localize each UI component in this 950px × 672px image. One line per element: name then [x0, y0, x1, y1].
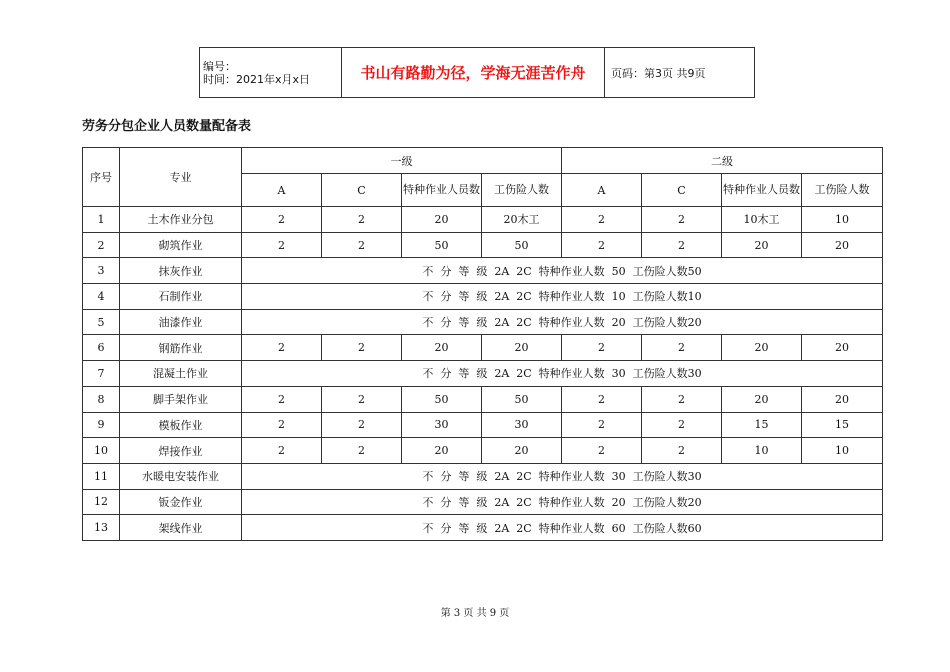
header-level1: 一级 [242, 148, 562, 174]
row-cell: 20木工 [482, 207, 562, 233]
row-cell: 2 [242, 386, 322, 412]
row-seq: 8 [83, 386, 120, 412]
row-cell: 2 [642, 207, 722, 233]
row-seq: 13 [83, 515, 120, 541]
table-row [83, 412, 883, 438]
table-row [83, 207, 883, 233]
table-row [83, 489, 883, 515]
time-label: 时间：2021年x月x日 [203, 72, 311, 86]
row-cell: 2 [242, 207, 322, 233]
row-major: 脚手架作业 [120, 386, 242, 412]
row-seq: 11 [83, 463, 120, 489]
row-cell: 2 [562, 412, 642, 438]
row-cell: 10木工 [722, 207, 802, 233]
row-cell: 2 [642, 386, 722, 412]
table-row [83, 386, 883, 412]
row-merged-note: 不 分 等 级 2A 2C 特种作业人数 60 工伤险人数60 [242, 515, 883, 541]
sub-header-3: 工伤险人数 [482, 174, 562, 207]
row-cell: 20 [802, 335, 883, 361]
row-cell: 15 [802, 412, 883, 438]
table-row [83, 438, 883, 464]
row-cell: 20 [402, 207, 482, 233]
row-cell: 2 [322, 335, 402, 361]
row-cell: 20 [802, 232, 883, 258]
code-label: 编号： [203, 59, 236, 73]
header-seq: 序号 [83, 148, 120, 207]
row-cell: 2 [322, 232, 402, 258]
table-row [83, 515, 883, 541]
page-footer: 第 3 页 共 9 页 [440, 608, 510, 619]
row-seq: 10 [83, 438, 120, 464]
row-major: 水暖电安装作业 [120, 463, 242, 489]
row-seq: 2 [83, 232, 120, 258]
sub-header-2: 特种作业人员数 [402, 174, 482, 207]
row-cell: 30 [482, 412, 562, 438]
row-cell: 2 [562, 386, 642, 412]
row-cell: 2 [562, 207, 642, 233]
row-cell: 20 [402, 438, 482, 464]
row-seq: 3 [83, 258, 120, 284]
row-cell: 50 [482, 232, 562, 258]
row-cell: 2 [322, 438, 402, 464]
row-cell: 50 [482, 386, 562, 412]
row-cell: 20 [722, 386, 802, 412]
table-row [83, 258, 883, 284]
table-row [83, 335, 883, 361]
row-cell: 2 [562, 232, 642, 258]
row-major: 混凝土作业 [120, 361, 242, 387]
row-cell: 50 [402, 232, 482, 258]
row-cell: 20 [802, 386, 883, 412]
row-cell: 10 [802, 207, 883, 233]
table-row [83, 309, 883, 335]
row-seq: 7 [83, 361, 120, 387]
row-major: 石制作业 [120, 284, 242, 310]
header-motto: 书山有路勤为径，学海无涯苦作舟 [342, 48, 605, 98]
row-cell: 10 [802, 438, 883, 464]
row-cell: 2 [322, 412, 402, 438]
row-major: 油漆作业 [120, 309, 242, 335]
table-row [83, 361, 883, 387]
row-major: 架线作业 [120, 515, 242, 541]
row-cell: 20 [722, 232, 802, 258]
row-merged-note: 不 分 等 级 2A 2C 特种作业人数 30 工伤险人数30 [242, 463, 883, 489]
table-row [83, 284, 883, 310]
staffing-table [82, 147, 883, 541]
header-level2: 二级 [562, 148, 883, 174]
row-merged-note: 不 分 等 级 2A 2C 特种作业人数 50 工伤险人数50 [242, 258, 883, 284]
sub-header-5: C [642, 174, 722, 207]
document-header [199, 47, 755, 98]
table-row [83, 463, 883, 489]
row-cell: 20 [722, 335, 802, 361]
sub-header-0: A [242, 174, 322, 207]
row-cell: 2 [642, 412, 722, 438]
row-cell: 30 [402, 412, 482, 438]
row-cell: 2 [562, 335, 642, 361]
row-merged-note: 不 分 等 级 2A 2C 特种作业人数 30 工伤险人数30 [242, 361, 883, 387]
row-seq: 1 [83, 207, 120, 233]
header-major: 专业 [120, 148, 242, 207]
row-cell: 15 [722, 412, 802, 438]
sub-header-6: 特种作业人员数 [722, 174, 802, 207]
row-major: 焊接作业 [120, 438, 242, 464]
row-cell: 2 [322, 386, 402, 412]
row-seq: 6 [83, 335, 120, 361]
header-page-info: 页码：第3页 共9页 [605, 48, 755, 98]
row-major: 钢筋作业 [120, 335, 242, 361]
row-cell: 2 [562, 438, 642, 464]
row-major: 砌筑作业 [120, 232, 242, 258]
row-cell: 2 [642, 232, 722, 258]
row-cell: 2 [642, 438, 722, 464]
table-title: 劳务分包企业人员数量配备表 [82, 119, 252, 134]
row-cell: 2 [242, 335, 322, 361]
row-cell: 2 [242, 438, 322, 464]
row-cell: 20 [402, 335, 482, 361]
row-seq: 12 [83, 489, 120, 515]
row-cell: 2 [242, 232, 322, 258]
row-major: 土木作业分包 [120, 207, 242, 233]
row-major: 模板作业 [120, 412, 242, 438]
row-major: 抹灰作业 [120, 258, 242, 284]
row-cell: 2 [642, 335, 722, 361]
row-merged-note: 不 分 等 级 2A 2C 特种作业人数 10 工伤险人数10 [242, 284, 883, 310]
row-merged-note: 不 分 等 级 2A 2C 特种作业人数 20 工伤险人数20 [242, 489, 883, 515]
row-cell: 10 [722, 438, 802, 464]
table-row [83, 232, 883, 258]
header-meta [200, 48, 342, 98]
row-seq: 9 [83, 412, 120, 438]
row-cell: 2 [322, 207, 402, 233]
sub-header-4: A [562, 174, 642, 207]
row-cell: 50 [402, 386, 482, 412]
sub-header-1: C [322, 174, 402, 207]
row-major: 钣金作业 [120, 489, 242, 515]
row-cell: 20 [482, 438, 562, 464]
sub-header-7: 工伤险人数 [802, 174, 883, 207]
row-cell: 2 [242, 412, 322, 438]
row-seq: 5 [83, 309, 120, 335]
row-cell: 20 [482, 335, 562, 361]
row-seq: 4 [83, 284, 120, 310]
row-merged-note: 不 分 等 级 2A 2C 特种作业人数 20 工伤险人数20 [242, 309, 883, 335]
